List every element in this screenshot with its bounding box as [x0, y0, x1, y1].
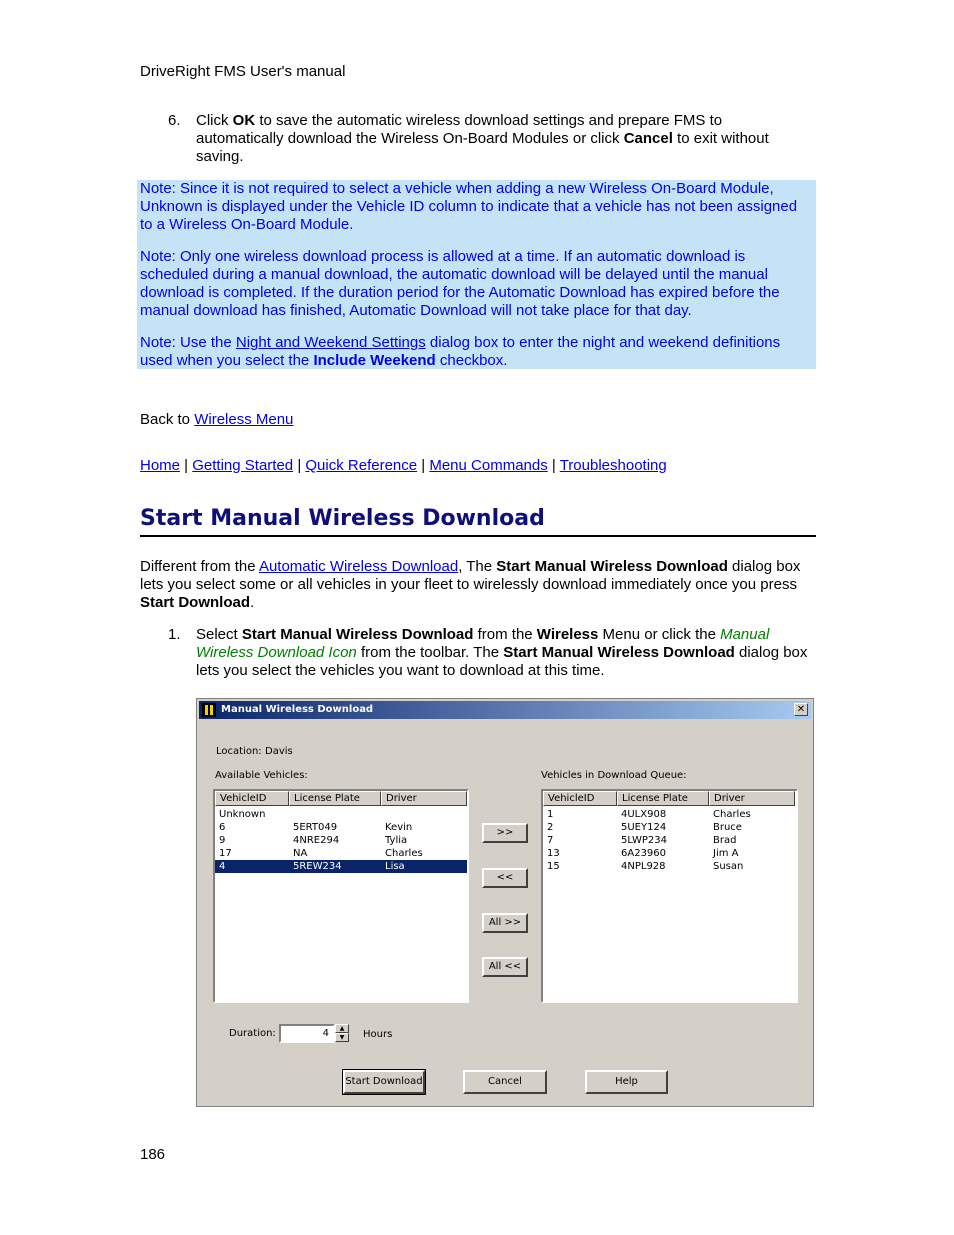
dialog-titlebar[interactable] — [199, 701, 811, 719]
cell-driver: Bruce — [713, 822, 742, 833]
step-text: Select Start Manual Wireless Download from the Wireless Menu or click the Manual Wireless Download Icon from the toolbar. The Start Manual Wireless Download dialog box lets you select the vehicles you want to download at this time. — [196, 626, 808, 679]
cell-id: 17 — [219, 848, 232, 859]
automatic-wireless-download-link[interactable]: Automatic Wireless Download — [258, 558, 459, 575]
dialog-title: Manual Wireless Download — [221, 704, 374, 715]
table-row[interactable] — [215, 834, 467, 847]
manual-wireless-download-dialog — [196, 698, 814, 1107]
cell-driver: Tylia — [385, 835, 408, 846]
nav-quick-reference-link[interactable]: Quick Reference — [305, 457, 418, 474]
column-header-vehicleid[interactable]: VehicleID — [215, 791, 289, 806]
add-all-button[interactable]: All >> — [482, 913, 528, 933]
page-number: 186 — [140, 1146, 166, 1163]
column-header-driver[interactable]: Driver — [709, 791, 795, 806]
cell-id: 7 — [547, 835, 554, 846]
download-queue-label: Vehicles in Download Queue: — [541, 770, 687, 781]
location-value: Davis — [265, 746, 293, 757]
add-selected-button[interactable]: >> — [482, 823, 528, 843]
table-row[interactable] — [215, 808, 467, 821]
cell-id: 13 — [547, 848, 560, 859]
cell-plate: 4NPL928 — [621, 861, 666, 872]
table-row[interactable] — [543, 834, 796, 847]
spin-up-icon[interactable]: ▲ — [335, 1024, 349, 1033]
cell-id: 1 — [547, 809, 554, 820]
cancel-button[interactable]: Cancel — [463, 1070, 547, 1094]
table-row[interactable] — [543, 860, 796, 873]
nav-home-link[interactable]: Home — [140, 457, 181, 474]
cell-driver: Charles — [713, 809, 751, 820]
step-6 — [168, 112, 808, 166]
cell-plate: 5LWP234 — [621, 835, 668, 846]
cell-plate: 5UEY124 — [621, 822, 667, 833]
column-header-license-plate[interactable]: License Plate — [289, 791, 381, 806]
step-number: 6. — [168, 112, 181, 129]
cell-plate: 4NRE294 — [293, 835, 340, 846]
table-row[interactable] — [543, 808, 796, 821]
note-box — [137, 180, 816, 369]
table-row[interactable] — [215, 860, 467, 873]
nav-troubleshooting-link[interactable]: Troubleshooting — [559, 457, 667, 474]
document-header: DriveRight FMS User's manual — [140, 63, 346, 80]
nav-getting-started-link[interactable]: Getting Started — [192, 457, 294, 474]
intro-paragraph: Different from the Automatic Wireless Download, The Start Manual Wireless Download dialog box lets you select some or all vehicles in your fleet to wirelessly download immediately once you press Start Download. — [140, 558, 801, 611]
table-row[interactable] — [215, 847, 467, 860]
cell-id: 6 — [219, 822, 226, 833]
list-header — [215, 791, 467, 806]
back-to-line: Back to Wireless Menu — [140, 411, 294, 428]
note-unknown-vehicle: Note: Since it is not required to select a vehicle when adding a new Wireless On-Board Module, Unknown is displayed under the Vehicle ID column to indicate that a vehicle has not been assigned to a Wireless On-Board Module. — [140, 180, 798, 233]
spin-down-icon[interactable]: ▼ — [335, 1033, 349, 1042]
available-vehicles-label: Available Vehicles: — [215, 770, 308, 781]
column-header-driver[interactable]: Driver — [381, 791, 467, 806]
table-row[interactable] — [215, 821, 467, 834]
duration-input[interactable]: 4 — [279, 1024, 335, 1043]
cell-plate: 4ULX908 — [621, 809, 667, 820]
column-header-license-plate[interactable]: License Plate — [617, 791, 709, 806]
cell-plate: 6A23960 — [621, 848, 667, 859]
note-one-download: Note: Only one wireless download process is allowed at a time. If an automatic download is scheduled during a manual download, the automatic download will be delayed until the manual download is completed. If the duration period for the Automatic Download has expired before the manual download has finished, Automatic Download will not take place for that day. — [140, 248, 780, 319]
cell-driver: Lisa — [385, 861, 405, 872]
table-row[interactable] — [543, 821, 796, 834]
cell-driver: Kevin — [385, 822, 413, 833]
cell-id: 2 — [547, 822, 554, 833]
step-text: Click OK to save the automatic wireless download settings and prepare FMS to automatically download the Wireless On-Board Modules or click Cancel to exit without saving. — [196, 112, 769, 165]
wireless-menu-link[interactable]: Wireless Menu — [194, 411, 294, 428]
remove-all-button[interactable]: All << — [482, 957, 528, 977]
table-row[interactable] — [543, 847, 796, 860]
manual-wireless-download-icon-ref: Manual Wireless Download Icon — [196, 626, 770, 661]
cell-driver: Brad — [713, 835, 737, 846]
close-icon[interactable]: ✕ — [794, 703, 808, 716]
duration-label: Duration: — [229, 1028, 276, 1039]
night-weekend-settings-link[interactable]: Night and Weekend Settings — [235, 334, 426, 351]
nav-menu-commands-link[interactable]: Menu Commands — [429, 457, 548, 474]
list-header — [543, 791, 796, 806]
note-night-weekend: Note: Use the Night and Weekend Settings dialog box to enter the night and weekend definitions used when you select the Include Weekend checkbox. — [140, 334, 781, 369]
available-vehicles-list[interactable] — [213, 789, 469, 1003]
nav-links: Home | Getting Started | Quick Reference | Menu Commands | Troubleshooting — [140, 457, 667, 474]
help-button[interactable]: Help — [585, 1070, 668, 1094]
cell-id: 9 — [219, 835, 226, 846]
step-number: 1. — [168, 626, 181, 643]
column-header-vehicleid[interactable]: VehicleID — [543, 791, 617, 806]
step-1 — [168, 626, 816, 680]
cell-driver: Jim A — [713, 848, 739, 859]
cell-id: 15 — [547, 861, 560, 872]
cell-driver: Susan — [713, 861, 744, 872]
cell-plate: 5ERT049 — [293, 822, 338, 833]
ok-term: OK — [232, 112, 256, 129]
cancel-term: Cancel — [623, 130, 673, 147]
app-icon — [202, 703, 216, 717]
location-label: Location: — [216, 746, 262, 757]
start-download-button[interactable]: Start Download — [343, 1070, 425, 1094]
duration-unit: Hours — [363, 1029, 393, 1040]
download-queue-list[interactable] — [541, 789, 798, 1003]
section-title: Start Manual Wireless Download — [140, 505, 816, 537]
cell-plate: NA — [293, 848, 308, 859]
remove-selected-button[interactable]: << — [482, 868, 528, 888]
cell-id: Unknown — [219, 809, 266, 820]
cell-plate: 5REW234 — [293, 861, 342, 872]
cell-id: 4 — [219, 861, 226, 872]
cell-driver: Charles — [385, 848, 423, 859]
